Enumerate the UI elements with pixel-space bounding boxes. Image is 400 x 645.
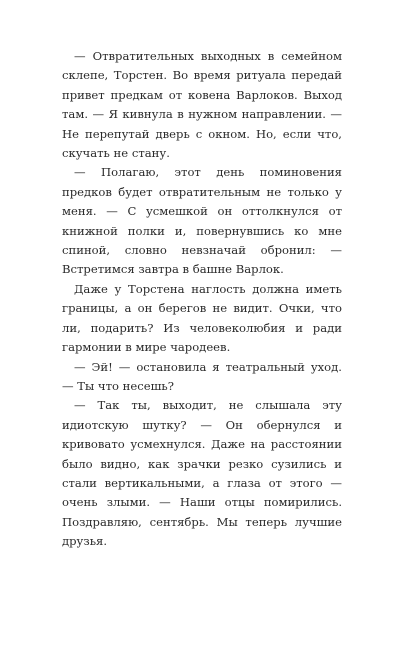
paragraph-5: — Так ты, выходит, не слышала эту идиотскую шутку? — Он обернулся и кривовато усмехнулся. Даже на расстоянии было видно, как зрачки резко сузились и стали вертикальными, а глаза от этого — очень злыми. — Наши отцы помирились. Поздравляю, сентябрь. Мы теперь лучшие друзья. (62, 398, 342, 549)
paragraph-3: Даже у Торстена наглость должна иметь границы, а он берегов не видит. Очки, что ли, подарить? Из человеколюбия и ради гармонии в мире чародеев. (62, 281, 342, 355)
paragraph-4: — Эй! — остановила я театральный уход. — Ты что несешь? (62, 359, 342, 393)
page-text (62, 47, 342, 552)
paragraph-2: — Полагаю, этот день поминовения предков будет отвратительным не только у меня. — С усмешкой он оттолкнулся от книжной полки и, повернувшись ко мне спиной, словно невзначай обронил: — Встретимся завтра в башне Варлок. (62, 165, 342, 277)
paragraph-1: — Отвратительных выходных в семейном склепе, Торстен. Во время ритуала передай привет предкам от ковена Варлоков. Выход там. — Я кивнула в нужном направлении. — Не перепутай дверь с окном. Но, если что, скучать не стану. (62, 49, 342, 161)
